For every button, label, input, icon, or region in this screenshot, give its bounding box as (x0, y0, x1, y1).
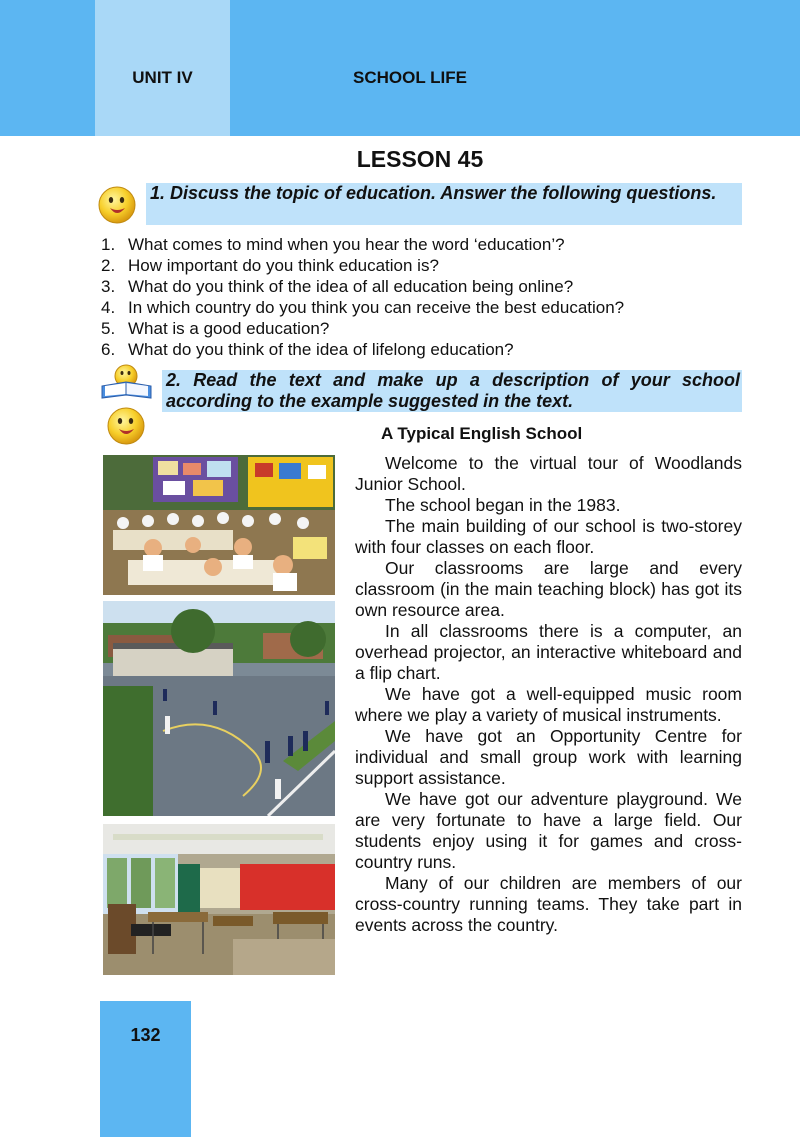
question-number: 4. (101, 298, 116, 317)
story-paragraph: The main building of our school is two-storey with four classes on each floor. (355, 516, 742, 557)
lesson-title: LESSON 45 (356, 146, 484, 172)
classroom-photo (103, 455, 335, 595)
story-paragraph: We have got a well-equipped music room where we play a variety of musical instruments. (355, 684, 742, 725)
task-1-instruction: 1. Discuss the topic of education. Answer the following questions. (146, 183, 742, 225)
list-item (101, 297, 751, 318)
task-2-instruction: 2. Read the text and make up a description of your school according to the example suggested in the text. (162, 370, 742, 412)
question-text: What is a good education? (128, 319, 330, 338)
question-text: What do you think of the idea of lifelong education? (128, 340, 514, 359)
list-item (101, 234, 751, 255)
story-title: A Typical English School (381, 424, 583, 443)
section-title: SCHOOL LIFE (353, 68, 467, 87)
question-number: 1. (101, 235, 116, 254)
question-number: 2. (101, 256, 116, 275)
story-paragraph: In all classrooms there is a computer, an overhead projector, an interactive whiteboard and a flip chart. (355, 621, 742, 683)
story-paragraph: Welcome to the virtual tour of Woodlands Junior School. (355, 453, 742, 494)
unit-label: UNIT IV (132, 68, 193, 87)
story-body (355, 453, 742, 936)
story-paragraph: We have got our adventure playground. We are very fortunate to have a large field. Our students enjoy using it for games and cross-country runs. (355, 789, 742, 872)
question-text: How important do you think education is? (128, 256, 439, 275)
page-number: 132 (130, 1025, 161, 1045)
music-room-photo (103, 824, 335, 975)
question-text: What comes to mind when you hear the word ‘education’? (128, 235, 565, 254)
page-number-tab (100, 1001, 191, 1137)
question-number: 6. (101, 340, 116, 359)
list-item (101, 255, 751, 276)
list-item (101, 276, 751, 297)
question-number: 5. (101, 319, 116, 338)
list-item (101, 318, 751, 339)
playground-photo (103, 601, 335, 816)
story-paragraph: We have got an Opportunity Centre for individual and small group work with learning support assistance. (355, 726, 742, 788)
question-text: What do you think of the idea of all education being online? (128, 277, 574, 296)
smiley-icon (106, 406, 146, 446)
question-number: 3. (101, 277, 116, 296)
story-paragraph: Our classrooms are large and every classroom (in the main teaching block) has got its own resource area. (355, 558, 742, 620)
smiley-icon (97, 185, 137, 225)
story-paragraph: The school began in the 1983. (385, 495, 621, 515)
list-item (101, 339, 751, 360)
story-paragraph: Many of our children are members of our cross-country running teams. They take part in events across the country. (355, 873, 742, 935)
book-icon (99, 362, 154, 402)
question-text: In which country do you think you can receive the best education? (128, 298, 625, 317)
question-list (101, 234, 751, 360)
